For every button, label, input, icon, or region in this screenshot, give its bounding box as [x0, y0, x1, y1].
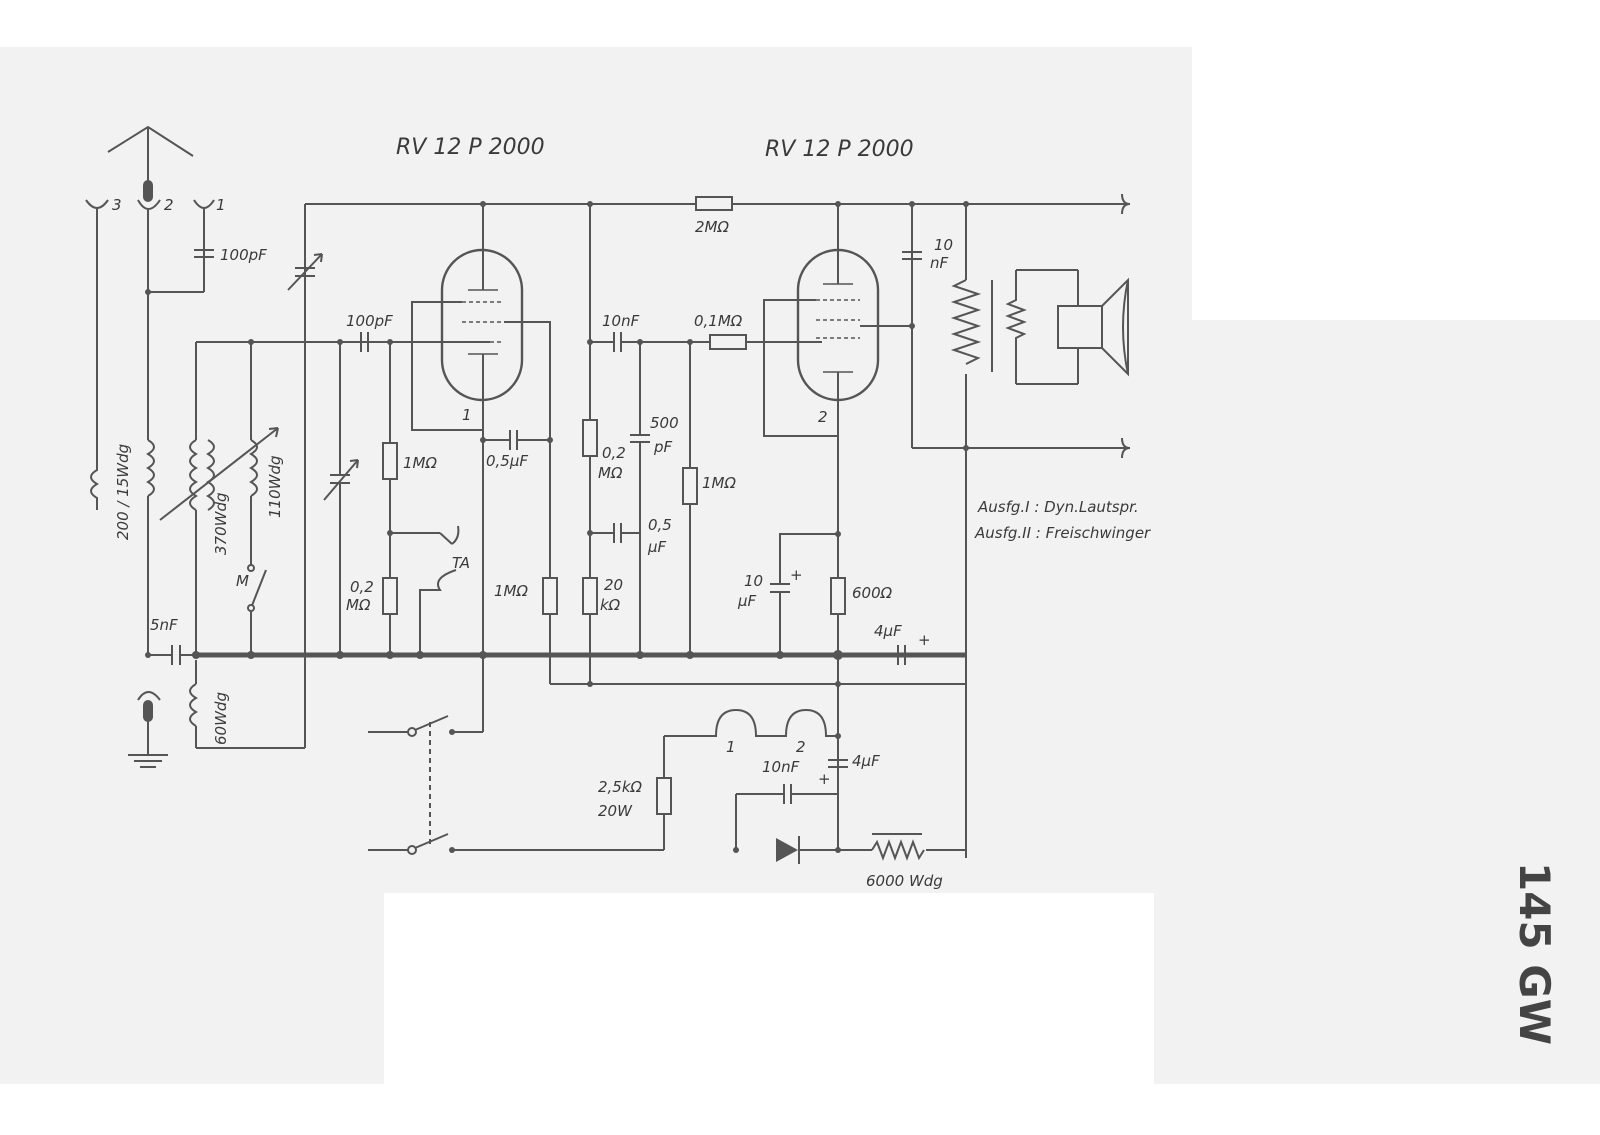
leak-res-a-label: 0,2	[602, 444, 626, 462]
terminal-1-label: 1	[216, 196, 226, 214]
heater-2-label: 2	[796, 738, 806, 756]
resistor-1mohm-screen	[543, 578, 557, 614]
out-cap-a-label: 10	[934, 236, 954, 254]
cap-4uf-b-label: 4µF	[852, 752, 880, 770]
blank-area	[384, 893, 1154, 1084]
resistor-grid-1mohm	[383, 443, 397, 479]
resistor-grid-2-1mohm	[683, 468, 697, 504]
cath-res-label: 600Ω	[852, 584, 893, 602]
cap-500-a-label: 500	[650, 414, 679, 432]
psu-cap-label: 10nF	[762, 758, 800, 776]
pickup-label: TA	[452, 554, 471, 572]
dropper-b-label: 20W	[598, 802, 632, 820]
cath-cap-plus: +	[790, 566, 803, 584]
terminal-2-label: 2	[164, 196, 174, 214]
coil-370-label: 370Wdg	[212, 492, 230, 555]
resistor-0-2mohm-a	[383, 578, 397, 614]
terminal-3-label: 3	[112, 196, 122, 214]
res-02-a-label: 0,2	[350, 578, 374, 596]
grid-2-resistor-label: 1MΩ	[702, 474, 736, 492]
ground-cap-label: 5nF	[150, 616, 178, 634]
note-speaker-2: Ausfg.II : Freischwinger	[975, 524, 1151, 542]
resistor-2mohm	[696, 197, 732, 210]
model-number: 145 GW	[1510, 862, 1559, 1046]
resistor-2mohm-label: 2MΩ	[695, 218, 729, 236]
series-resistor-label: 0,1MΩ	[694, 312, 743, 330]
res-20-b-label: kΩ	[600, 596, 621, 614]
cap-4uf-a-label: 4µF	[874, 622, 902, 640]
res-02-b-label: MΩ	[346, 596, 371, 614]
coil-antenna-label: 200 / 15Wdg	[114, 443, 132, 540]
cap-4uf-b-plus: +	[818, 770, 831, 788]
grid-cap-1-label: 100pF	[346, 312, 393, 330]
cath-cap-a-label: 10	[744, 572, 764, 590]
cap-4uf-a-plus: +	[918, 631, 931, 649]
tube-1-number: 1	[462, 406, 472, 424]
dropper-resistor	[657, 778, 671, 814]
dropper-a-label: 2,5kΩ	[598, 778, 643, 796]
choke-label: 6000 Wdg	[866, 872, 943, 890]
note-speaker-1: Ausfg.I : Dyn.Lautspr.	[978, 498, 1139, 516]
cap-05-b-label: µF	[648, 538, 667, 556]
resistor-600ohm	[831, 578, 845, 614]
screen-resistor-label: 1MΩ	[494, 582, 528, 600]
coil-110-label: 110Wdg	[266, 455, 284, 518]
tube-2-type: RV 12 P 2000	[765, 137, 914, 162]
cath-cap-b-label: µF	[738, 592, 757, 610]
cap-05uf-label: 0,5µF	[486, 452, 529, 470]
leak-res-b-label: MΩ	[598, 464, 623, 482]
antenna-cap-label: 100pF	[220, 246, 267, 264]
coupling-cap-label: 10nF	[602, 312, 640, 330]
resistor-0-2mohm-b	[583, 420, 597, 456]
coil-60-label: 60Wdg	[212, 692, 230, 745]
tube-1-type: RV 12 P 2000	[396, 135, 545, 160]
cap-05-a-label: 0,5	[648, 516, 672, 534]
resistor-20kohm	[583, 578, 597, 614]
grid-resistor-label: 1MΩ	[403, 454, 437, 472]
out-cap-b-label: nF	[930, 254, 949, 272]
heater-1-label: 1	[726, 738, 736, 756]
cap-500-b-label: pF	[654, 438, 673, 456]
tube-2-number: 2	[818, 408, 828, 426]
switch-m-label: M	[236, 572, 249, 590]
resistor-0-1mohm	[710, 335, 746, 349]
res-20-a-label: 20	[604, 576, 624, 594]
